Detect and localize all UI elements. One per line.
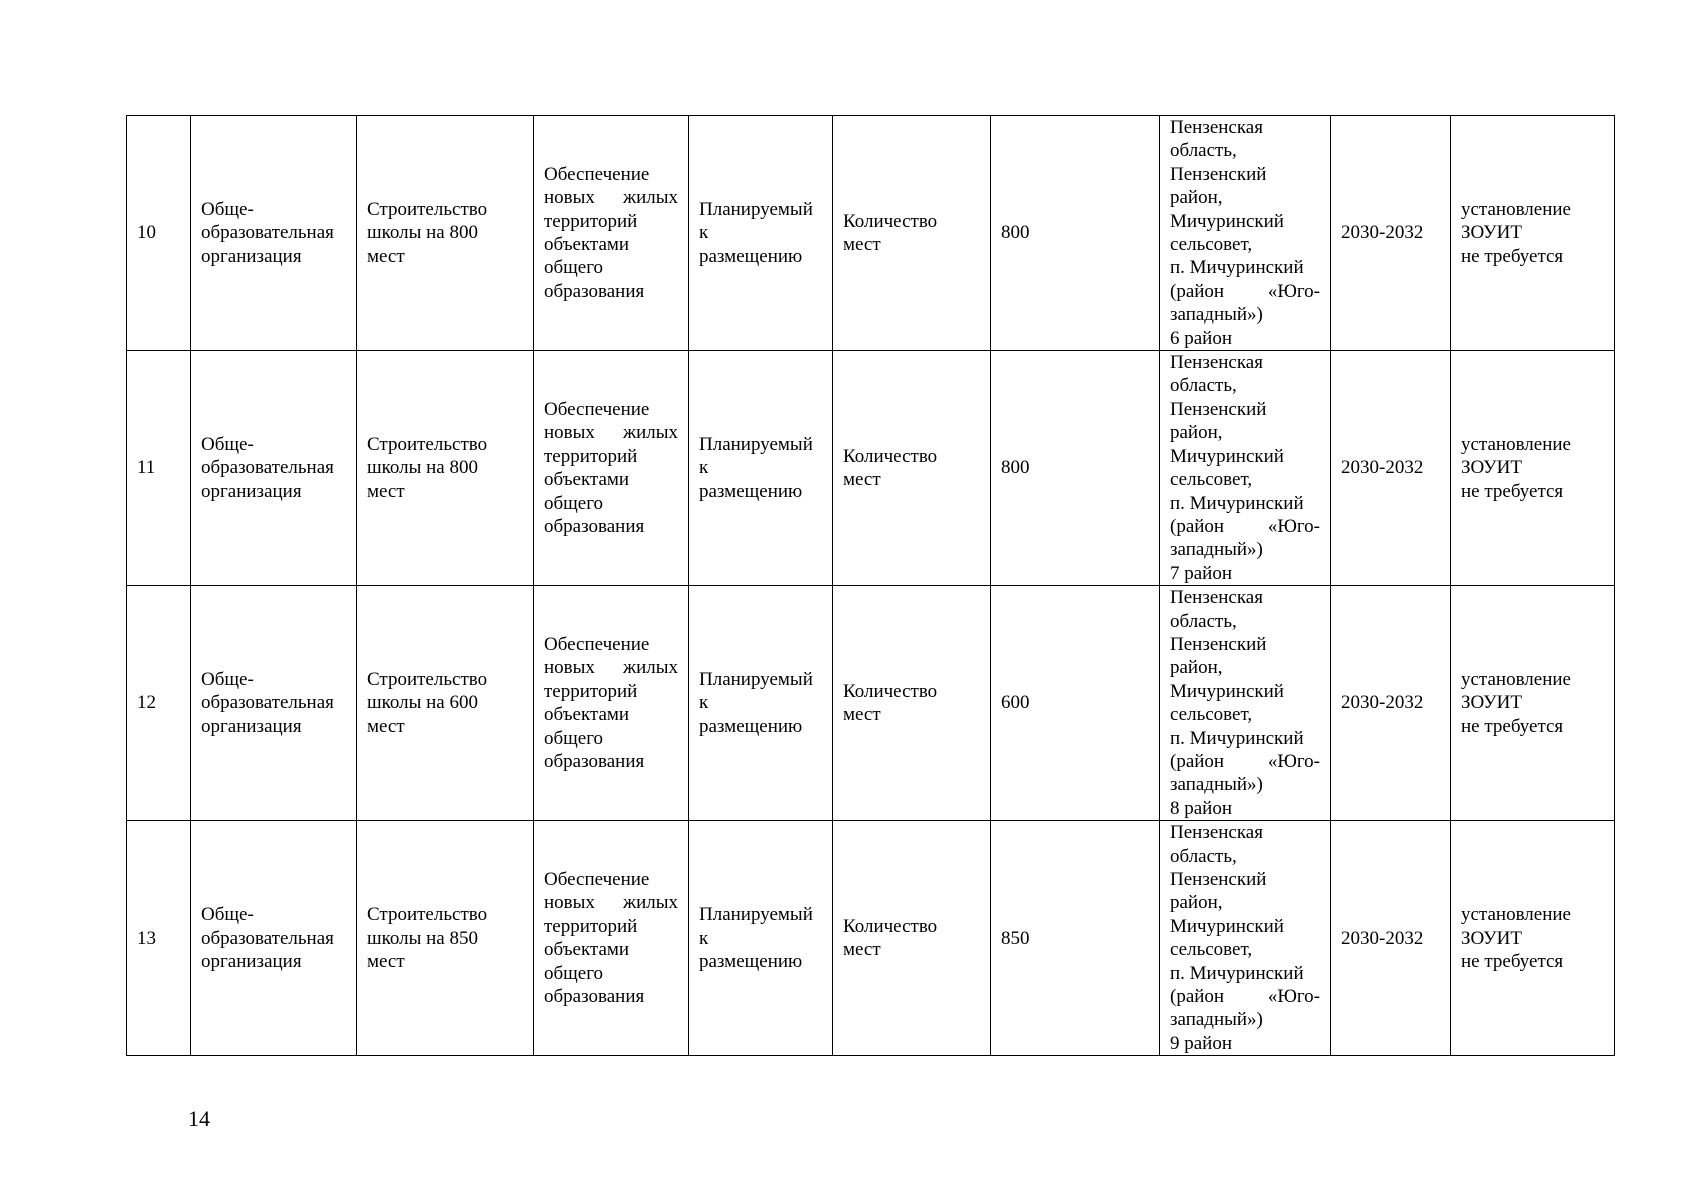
cell-line: школы на 800	[367, 457, 478, 479]
page-number: 14	[188, 1106, 210, 1131]
row-number-cell	[127, 586, 191, 821]
cell-line: организация	[201, 950, 302, 972]
status-cell	[689, 116, 833, 351]
object-name-cell	[357, 116, 534, 351]
indicator-cell	[833, 821, 991, 1056]
cell-text: 2030-2032	[1341, 457, 1424, 479]
cell-text: 850	[1001, 927, 1030, 949]
cell-line: ЗОУИТ	[1461, 692, 1522, 714]
table-row	[127, 116, 1615, 351]
indicator-cell	[833, 586, 991, 821]
cell-line: общего	[544, 492, 604, 514]
cell-line: мест	[367, 245, 405, 267]
cell-line: область,	[1170, 610, 1237, 632]
cell-line: область,	[1170, 140, 1237, 162]
cell-line: организация	[201, 245, 302, 267]
cell-line: Пензенский	[1170, 633, 1267, 655]
cell-line: Строительство	[367, 669, 488, 691]
cell-line: к	[699, 457, 709, 479]
zone-cell	[1451, 116, 1615, 351]
table-row	[127, 821, 1615, 1056]
cell-line: к	[699, 927, 709, 949]
cell-line: образовательная	[201, 222, 334, 244]
cell-line: не требуется	[1461, 245, 1564, 267]
cell-line: новых жилых	[544, 892, 678, 914]
cell-text: 13	[137, 927, 156, 949]
purpose-cell	[534, 586, 689, 821]
cell-line: Пензенский	[1170, 398, 1267, 420]
cell-line: Обеспечение	[544, 633, 650, 655]
years-cell	[1331, 821, 1451, 1056]
zone-cell	[1451, 586, 1615, 821]
cell-line: образования	[544, 280, 645, 302]
cell-line: территорий	[544, 445, 638, 467]
cell-line: территорий	[544, 210, 638, 232]
cell-line: Пензенская	[1170, 117, 1263, 138]
cell-line: область,	[1170, 845, 1237, 867]
cell-line: ЗОУИТ	[1461, 927, 1522, 949]
cell-line: западный»)	[1170, 1009, 1263, 1031]
cell-line: не требуется	[1461, 950, 1564, 972]
cell-line: школы на 800	[367, 222, 478, 244]
cell-line: 6 район	[1170, 327, 1233, 349]
cell-line: Количество	[843, 915, 938, 937]
row-number-cell	[127, 821, 191, 1056]
cell-line: новых жилых	[544, 422, 678, 444]
cell-text: 2030-2032	[1341, 222, 1424, 244]
cell-text: 10	[137, 222, 156, 244]
cell-line: район,	[1170, 892, 1223, 914]
cell-line: (район «Юго-	[1170, 750, 1320, 772]
purpose-cell	[534, 821, 689, 1056]
cell-line: размещению	[699, 950, 803, 972]
cell-line: организация	[201, 480, 302, 502]
cell-line: школы на 850	[367, 927, 478, 949]
location-cell	[1160, 116, 1331, 351]
cell-line: 9 район	[1170, 1032, 1233, 1054]
cell-text: 2030-2032	[1341, 927, 1424, 949]
table-row	[127, 351, 1615, 586]
cell-line: п. Мичуринский	[1170, 492, 1304, 514]
status-cell	[689, 821, 833, 1056]
cell-line: Обеспечение	[544, 163, 650, 185]
cell-line: западный»)	[1170, 774, 1263, 796]
cell-line: Строительство	[367, 198, 488, 220]
location-cell	[1160, 821, 1331, 1056]
cell-line: установление	[1461, 669, 1571, 691]
cell-line: район,	[1170, 657, 1223, 679]
cell-line: Количество	[843, 210, 938, 232]
cell-text: 12	[137, 692, 156, 714]
cell-line: Пензенская	[1170, 352, 1263, 374]
location-cell	[1160, 586, 1331, 821]
cell-line: сельсовет,	[1170, 469, 1253, 491]
cell-line: область,	[1170, 375, 1237, 397]
cell-line: Обще-	[201, 433, 254, 455]
cell-line: образовательная	[201, 692, 334, 714]
cell-line: Мичуринский	[1170, 445, 1284, 467]
cell-line: Планируемый	[699, 198, 813, 220]
cell-line: общего	[544, 962, 604, 984]
cell-line: общего	[544, 727, 604, 749]
cell-line: мест	[843, 704, 881, 726]
cell-line: к	[699, 692, 709, 714]
cell-line: п. Мичуринский	[1170, 962, 1304, 984]
cell-line: Строительство	[367, 904, 488, 926]
cell-line: (район «Юго-	[1170, 986, 1320, 1008]
cell-line: мест	[367, 480, 405, 502]
cell-text: 11	[137, 457, 156, 479]
cell-line: п. Мичуринский	[1170, 257, 1304, 279]
years-cell	[1331, 586, 1451, 821]
cell-line: Пензенский	[1170, 163, 1267, 185]
zone-cell	[1451, 351, 1615, 586]
purpose-cell	[534, 351, 689, 586]
cell-line: новых жилых	[544, 187, 678, 209]
object-type-cell	[191, 821, 357, 1056]
cell-line: сельсовет,	[1170, 939, 1253, 961]
object-name-cell	[357, 821, 534, 1056]
cell-line: район,	[1170, 187, 1223, 209]
cell-line: Мичуринский	[1170, 680, 1284, 702]
cell-line: мест	[843, 469, 881, 491]
cell-line: мест	[843, 939, 881, 961]
cell-line: Строительство	[367, 433, 488, 455]
cell-line: размещению	[699, 715, 803, 737]
cell-line: Пензенский	[1170, 869, 1267, 890]
cell-line: ЗОУИТ	[1461, 457, 1522, 479]
location-cell	[1160, 351, 1331, 586]
cell-text: 2030-2032	[1341, 692, 1424, 714]
object-type-cell	[191, 116, 357, 351]
cell-text: 800	[1001, 457, 1030, 479]
cell-line: объектами	[544, 234, 630, 256]
cell-line: размещению	[699, 480, 803, 502]
years-cell	[1331, 116, 1451, 351]
value-cell	[991, 821, 1160, 1056]
status-cell	[689, 351, 833, 586]
cell-line: Планируемый	[699, 433, 813, 455]
cell-line: установление	[1461, 904, 1571, 926]
cell-line: (район «Юго-	[1170, 280, 1320, 302]
cell-line: ЗОУИТ	[1461, 222, 1522, 244]
cell-line: территорий	[544, 915, 638, 937]
object-name-cell	[357, 351, 534, 586]
cell-line: установление	[1461, 433, 1571, 455]
cell-line: Мичуринский	[1170, 915, 1284, 937]
cell-line: территорий	[544, 680, 638, 702]
cell-text: 800	[1001, 222, 1030, 244]
indicator-cell	[833, 351, 991, 586]
cell-line: западный»)	[1170, 539, 1263, 561]
object-type-cell	[191, 351, 357, 586]
cell-line: Обеспечение	[544, 869, 650, 890]
cell-line: Обеспечение	[544, 398, 650, 420]
cell-line: п. Мичуринский	[1170, 727, 1304, 749]
indicator-cell	[833, 116, 991, 351]
cell-line: район,	[1170, 422, 1223, 444]
row-number-cell	[127, 351, 191, 586]
cell-line: к	[699, 222, 709, 244]
purpose-cell	[534, 116, 689, 351]
cell-line: Обще-	[201, 669, 254, 691]
cell-line: Планируемый	[699, 669, 813, 691]
cell-line: Пензенская	[1170, 587, 1263, 609]
cell-line: установление	[1461, 198, 1571, 220]
cell-line: организация	[201, 715, 302, 737]
object-type-cell	[191, 586, 357, 821]
cell-line: новых жилых	[544, 657, 678, 679]
cell-line: образовательная	[201, 457, 334, 479]
cell-line: размещению	[699, 245, 803, 267]
cell-line: западный»)	[1170, 304, 1263, 326]
row-number-cell	[127, 116, 191, 351]
value-cell	[991, 586, 1160, 821]
status-cell	[689, 586, 833, 821]
cell-line: Обще-	[201, 904, 254, 926]
cell-line: мест	[843, 234, 881, 256]
cell-line: школы на 600	[367, 692, 478, 714]
cell-line: Планируемый	[699, 904, 813, 926]
cell-line: 7 район	[1170, 562, 1233, 584]
cell-line: образования	[544, 750, 645, 772]
table-body	[127, 116, 1615, 1056]
objects-table	[126, 115, 1615, 1056]
cell-line: образовательная	[201, 927, 334, 949]
object-name-cell	[357, 586, 534, 821]
cell-line: Количество	[843, 680, 938, 702]
cell-line: мест	[367, 715, 405, 737]
cell-line: Мичуринский	[1170, 210, 1284, 232]
cell-line: образования	[544, 515, 645, 537]
table-row	[127, 586, 1615, 821]
years-cell	[1331, 351, 1451, 586]
cell-line: Обще-	[201, 198, 254, 220]
cell-line: мест	[367, 950, 405, 972]
cell-line: общего	[544, 257, 604, 279]
cell-line: объектами	[544, 704, 630, 726]
cell-line: объектами	[544, 469, 630, 491]
cell-line: сельсовет,	[1170, 234, 1253, 256]
value-cell	[991, 351, 1160, 586]
cell-line: сельсовет,	[1170, 704, 1253, 726]
cell-line: образования	[544, 986, 645, 1008]
cell-line: Количество	[843, 445, 938, 467]
cell-line: 8 район	[1170, 797, 1233, 819]
zone-cell	[1451, 821, 1615, 1056]
cell-line: не требуется	[1461, 480, 1564, 502]
cell-text: 600	[1001, 692, 1030, 714]
value-cell	[991, 116, 1160, 351]
cell-line: (район «Юго-	[1170, 515, 1320, 537]
cell-line: объектами	[544, 939, 630, 961]
cell-line: не требуется	[1461, 715, 1564, 737]
cell-line: Пензенская	[1170, 822, 1263, 844]
